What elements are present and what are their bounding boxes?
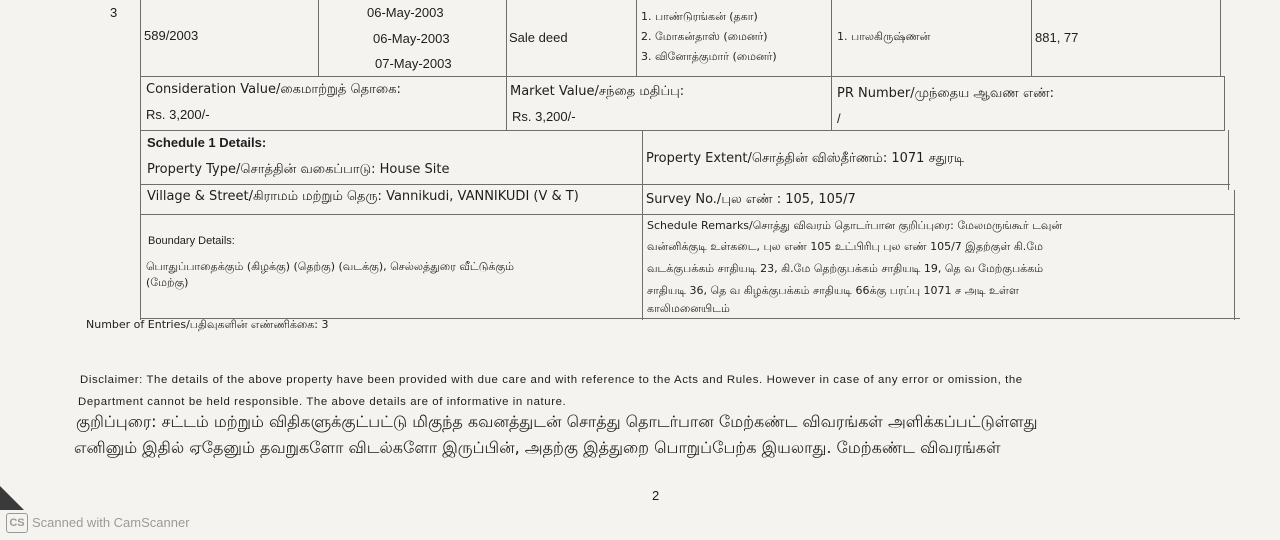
- disclaimer-en-line-2: Department cannot be held responsible. The above details are of informative in nature.: [78, 396, 567, 408]
- disclaimer-en-line-1: Disclaimer: The details of the above property have been provided with due care and with reference to the Acts and Rules. However in case of any error or omission, the: [80, 374, 1023, 386]
- camscanner-watermark: Scanned with CamScanner: [32, 515, 190, 530]
- property-extent: Property Extent/சொத்தின் விஸ்தீர்ணம்: 1071 சதுரடி: [646, 151, 965, 166]
- market-value-label: Market Value/சந்தை மதிப்பு:: [510, 84, 685, 99]
- boundary-line-2: (மேற்கு): [146, 276, 189, 289]
- property-type: Property Type/சொத்தின் வகைப்பாடு: House Site: [147, 162, 450, 177]
- camscanner-logo-icon: CS: [6, 513, 28, 533]
- consideration-label: Consideration Value/கைமாற்றுத் தொகை:: [146, 82, 401, 97]
- remarks-line-3: வடக்குபக்கம் சாதியடி 23, கி.மே தெற்குபக்கம் சாதியடி 19, தெ வ மேற்குபக்கம்: [647, 262, 1044, 275]
- executant-2: 2. மோகன்தாஸ் (மைனர்): [641, 30, 768, 43]
- market-value: Rs. 3,200/-: [512, 109, 576, 124]
- remarks-line-2: வன்னிக்குடி உள்கடை, புல எண் 105 உட்பிரிபு புல எண் 105/7 இதற்குள் கி.மே: [647, 240, 1043, 253]
- entries-count: Number of Entries/பதிவுகளின் எண்ணிக்கை: 3: [86, 318, 329, 331]
- scan-shadow: [0, 486, 24, 510]
- page-number: 2: [652, 488, 660, 503]
- survey-number: Survey No./புல எண் : 105, 105/7: [646, 192, 856, 207]
- date-presentation: 06-May-2003: [373, 31, 450, 46]
- consideration-value: Rs. 3,200/-: [146, 107, 210, 122]
- executant-1: 1. பாண்டுரங்கன் (தகா): [641, 10, 758, 23]
- claimant-1: 1. பாலகிருஷ்ணன்: [837, 30, 931, 43]
- executant-3: 3. வினோத்குமார் (மைனர்): [641, 50, 777, 63]
- boundary-label: Boundary Details:: [148, 235, 235, 247]
- disclaimer-ta-line-2: எனினும் இதில் ஏதேனும் தவறுகளோ விடல்களோ இருப்பின், அதற்கு இத்துறை பொறுப்பேற்க இயலாது. மேற்கண்ட விவரங்கள்: [74, 438, 1001, 457]
- remarks-line-4: சாதியடி 36, தெ வ கிழக்குபக்கம் சாதியடி 66க்கு பரப்பு 1071 ச அடி உள்ள: [647, 284, 1019, 297]
- date-registration: 07-May-2003: [375, 56, 452, 71]
- pr-number-label: PR Number/முந்தைய ஆவண எண்:: [837, 86, 1055, 101]
- schedule-title: Schedule 1 Details:: [147, 135, 267, 150]
- date-execution: 06-May-2003: [367, 5, 444, 20]
- document-number: 589/2003: [144, 28, 199, 43]
- volume-page: 881, 77: [1035, 30, 1079, 45]
- remarks-line-1: Schedule Remarks/சொத்து விவரம் தொடர்பான குறிப்புரை: மேலமருங்கூர் டவுன்: [647, 219, 1063, 232]
- remarks-line-5: காலிமனையிடம்: [647, 302, 730, 315]
- village-street: Village & Street/கிராமம் மற்றும் தெரு: Vannikudi, VANNIKUDI (V & T): [147, 189, 579, 204]
- document-nature: Sale deed: [509, 30, 568, 45]
- pr-number-value: /: [837, 111, 841, 126]
- disclaimer-ta-line-1: குறிப்புரை: சட்டம் மற்றும் விதிகளுக்குட்பட்டு மிகுந்த கவனத்துடன் சொத்து தொடர்பான மேற்கண்ட விவரங்கள் அளிக்கப்பட்டுள்ளது: [76, 412, 1038, 431]
- boundary-line-1: பொதுப்பாதைக்கும் (கிழக்கு) (தெற்கு) (வடக்கு), செல்லத்துரை வீட்டுக்கும்: [146, 260, 515, 273]
- entry-serial: 3: [110, 5, 118, 20]
